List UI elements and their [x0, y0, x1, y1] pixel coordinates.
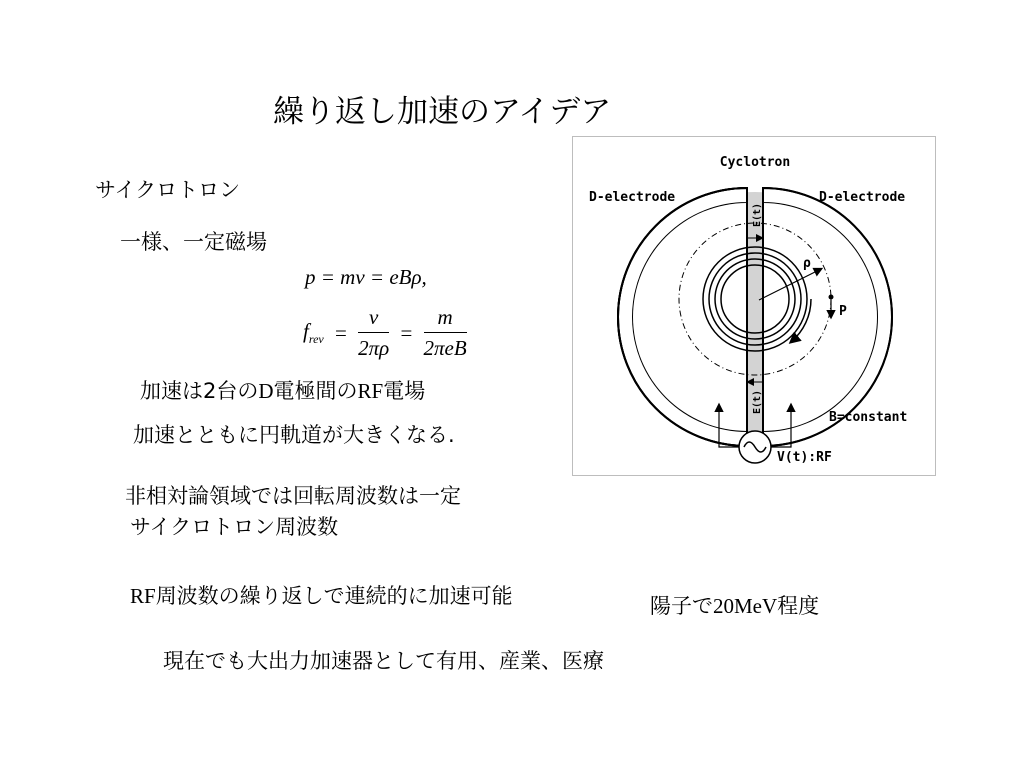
figure-title: Cyclotron — [719, 155, 791, 170]
left-dee-label: D-electrode — [589, 190, 676, 205]
orbit-text: 加速とともに円軌道が大きくなる. — [133, 423, 455, 447]
e-field-bottom-label: E(t) — [752, 389, 763, 414]
proton-energy-text: 陽子で20MeV程度 — [650, 594, 820, 618]
repeat-acceleration-text: RF周波数の繰り返しで連続的に加速可能 — [130, 584, 513, 608]
e-field-top-label: E(t) — [752, 202, 763, 227]
cyclotron-diagram — [573, 137, 935, 475]
rf-voltage-label: V(t):RF — [777, 450, 832, 465]
fraction-1: $\frac{v}{2\pi\rho}$ — [358, 305, 390, 360]
momentum-label: P — [839, 304, 847, 319]
section-heading: サイクロトロン — [95, 178, 241, 202]
frequency-equation: $f_{rev}$ = $\frac{v}{2\pi\rho}$ = $\frac{m}{\text{2πeB}}$ — [303, 305, 467, 360]
eq-lhs: $f_{rev}$ — [303, 318, 324, 347]
b-field-label: B=constant — [829, 410, 908, 425]
momentum-equation: p = mv = eBρ, — [305, 265, 427, 289]
rf-field-text: 加速は2台のD電極間のRF電場 — [140, 379, 426, 403]
nonrelativistic-text: 非相対論領域では回転周波数は一定 — [125, 484, 461, 508]
cyclotron-frequency-text: サイクロトロン周波数 — [130, 515, 339, 539]
current-use-text: 現在でも大出力加速器として有用、産業、医療 — [163, 649, 604, 673]
slide-title: 繰り返し加速のアイデア — [273, 94, 612, 130]
right-dee-label: D-electrode — [819, 190, 906, 205]
rho-label: ρ — [803, 256, 811, 271]
uniform-field-text: 一様、一定磁場 — [120, 230, 267, 254]
fraction-2: $\frac{m}{\text{2πeB}}$ — [423, 305, 467, 360]
cyclotron-figure — [572, 136, 936, 476]
